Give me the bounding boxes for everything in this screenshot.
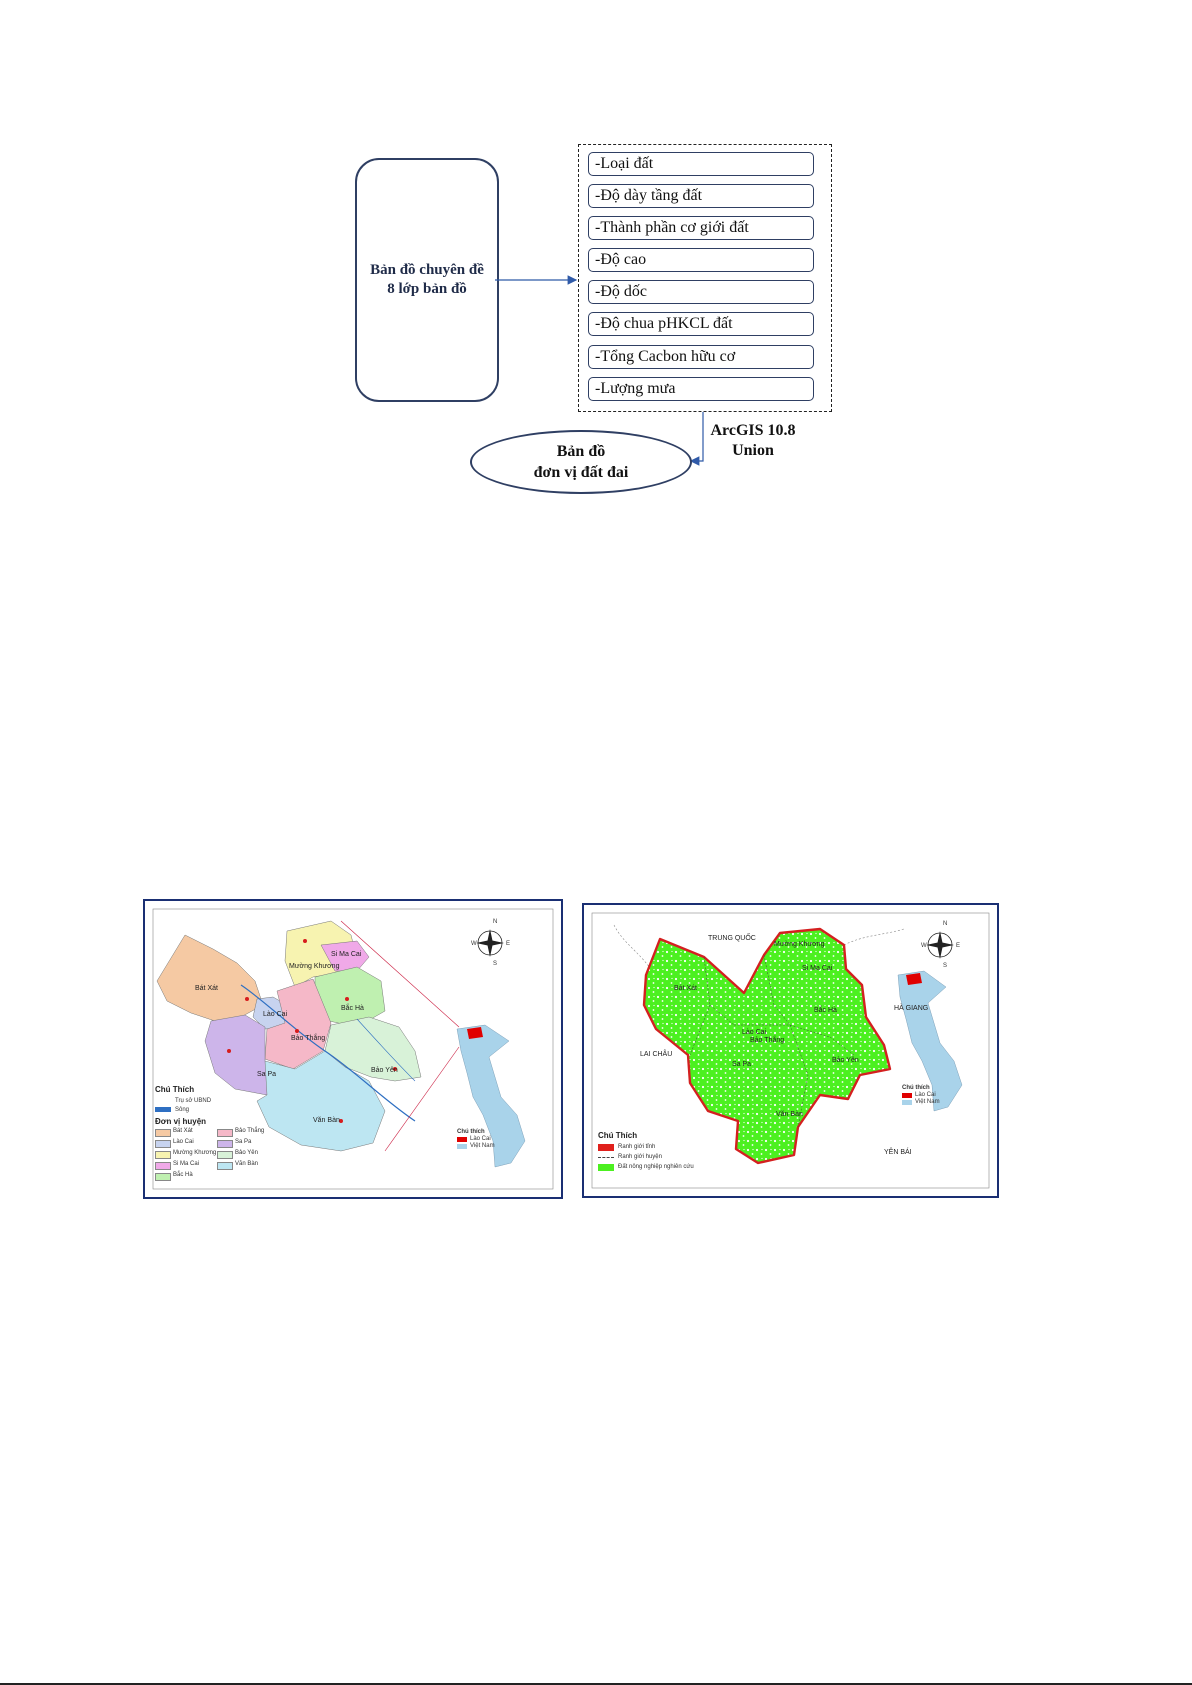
layer-soil-type: -Loại đất xyxy=(588,152,814,176)
land-unit-map-label: Bản đồ đơn vị đất đai xyxy=(533,443,629,481)
label-si-ma-cai: Si Ma Cai xyxy=(331,951,362,958)
agri-label-lao-cai: Lào Cai xyxy=(742,1029,767,1036)
legend-swatch xyxy=(217,1151,233,1159)
agri-compass-e: E xyxy=(956,943,961,949)
admin-legend-title: Chú Thích xyxy=(155,1085,195,1094)
legend-swatch xyxy=(155,1151,171,1159)
agri-land-map xyxy=(582,903,999,1198)
layer-organic-carbon: -Tổng Cacbon hữu cơ xyxy=(588,345,814,369)
compass-e: E xyxy=(506,941,511,947)
legend-district-label: Bát Xát xyxy=(173,1128,193,1134)
agri-label-sa-pa: Sa Pa xyxy=(732,1061,752,1068)
neighbor-yen-bai: YÊN BÁI xyxy=(884,1149,912,1156)
agri-compass-s: S xyxy=(943,963,948,969)
layer-ph: -Độ chua pHKCL đất xyxy=(588,312,814,336)
agri-label-si-ma-cai: Si Ma Cai xyxy=(802,965,833,972)
agri-inset-legend-title: Chú thích xyxy=(902,1085,930,1091)
admin-district-legend xyxy=(155,1129,295,1189)
agri-compass-n: N xyxy=(943,921,948,927)
agri-label-bao-yen: Bảo Yên xyxy=(832,1057,859,1064)
layer-soil-depth: -Độ dày tầng đất xyxy=(588,184,814,208)
legend-swatch xyxy=(217,1162,233,1170)
label-bac-ha: Bắc Hà xyxy=(341,1005,364,1012)
agri-label-bac-ha: Bắc Hà xyxy=(814,1007,837,1014)
legend-agri-land: Đất nông nghiệp nghiên cứu xyxy=(618,1164,694,1170)
agri-label-bao-thang: Bảo Thắng xyxy=(750,1037,785,1044)
land-unit-map-ellipse xyxy=(470,430,692,494)
legend-admin-center: Trụ sở UBND xyxy=(175,1098,212,1104)
legend-district-label: Si Ma Cai xyxy=(173,1161,200,1167)
legend-district-label: Văn Bàn xyxy=(235,1161,259,1167)
arcgis-union-label: ArcGIS 10.8 Union xyxy=(710,422,796,459)
label-van-ban: Văn Bàn xyxy=(313,1117,340,1124)
admin-inset-legend-title: Chú thích xyxy=(457,1129,485,1135)
legend-swatch xyxy=(155,1129,171,1137)
label-bao-thang: Bảo Thắng xyxy=(291,1035,326,1042)
neighbor-ha-giang: HÀ GIANG xyxy=(894,1005,929,1012)
label-bao-yen: Bảo Yên xyxy=(371,1067,398,1074)
agri-label-van-ban: Văn Bàn xyxy=(776,1111,803,1118)
agri-inset-legend-country: Việt Nam xyxy=(915,1099,940,1105)
admin-inset-legend-country: Việt Nam xyxy=(470,1143,495,1149)
legend-swatch xyxy=(217,1129,233,1137)
agri-label-muong-khuong: Mường Khương xyxy=(774,941,825,948)
neighbor-lai-chau: LAI CHÂU xyxy=(640,1051,673,1058)
admin-legend-subtitle: Đơn vị huyện xyxy=(155,1117,207,1126)
legend-district-label: Mường Khương xyxy=(173,1150,217,1156)
layer-list-group xyxy=(578,144,832,412)
layer-slope: -Độ dốc xyxy=(588,280,814,304)
legend-swatch xyxy=(155,1140,171,1148)
layer-elevation: -Độ cao xyxy=(588,248,814,272)
compass-s: S xyxy=(493,961,498,967)
thematic-maps-label: Bản đồ chuyên đề 8 lớp bản đồ xyxy=(370,262,484,297)
label-lao-cai: Lào Cai xyxy=(263,1011,288,1018)
legend-swatch xyxy=(155,1162,171,1170)
neighbor-china: TRUNG QUỐC xyxy=(708,935,756,942)
inset-lao-cai xyxy=(467,1027,483,1039)
admin-inset-legend-province: Lào Cai xyxy=(470,1136,491,1142)
legend-swatch xyxy=(217,1140,233,1148)
agri-legend-title: Chú Thích xyxy=(598,1131,638,1140)
legend-river: Sông xyxy=(175,1107,190,1113)
label-bat-xat: Bát Xát xyxy=(195,985,218,992)
compass-n: N xyxy=(493,919,498,925)
agri-inset-legend-province: Lào Cai xyxy=(915,1092,936,1098)
agri-inset-lao-cai xyxy=(906,973,922,985)
legend-district-label: Bắc Hà xyxy=(173,1172,193,1178)
legend-district-label: Sa Pa xyxy=(235,1139,252,1145)
admin-map xyxy=(143,899,563,1199)
legend-district-label: Lào Cai xyxy=(173,1139,194,1145)
label-sa-pa: Sa Pa xyxy=(257,1071,277,1078)
layer-rainfall: -Lượng mưa xyxy=(588,377,814,401)
agri-compass-w: W xyxy=(921,943,927,949)
agri-label-bat-xat: Bát Xát xyxy=(674,985,697,992)
legend-district-label: Bảo Yên xyxy=(235,1150,258,1156)
legend-district-border: Ranh giới huyện xyxy=(618,1154,662,1160)
layer-soil-texture: -Thành phần cơ giới đất xyxy=(588,216,814,240)
label-muong-khuong: Mường Khương xyxy=(289,963,340,970)
compass-w: W xyxy=(471,941,477,947)
legend-swatch xyxy=(155,1173,171,1181)
legend-district-label: Bảo Thắng xyxy=(235,1128,265,1134)
legend-province-border: Ranh giới tỉnh xyxy=(618,1144,656,1150)
